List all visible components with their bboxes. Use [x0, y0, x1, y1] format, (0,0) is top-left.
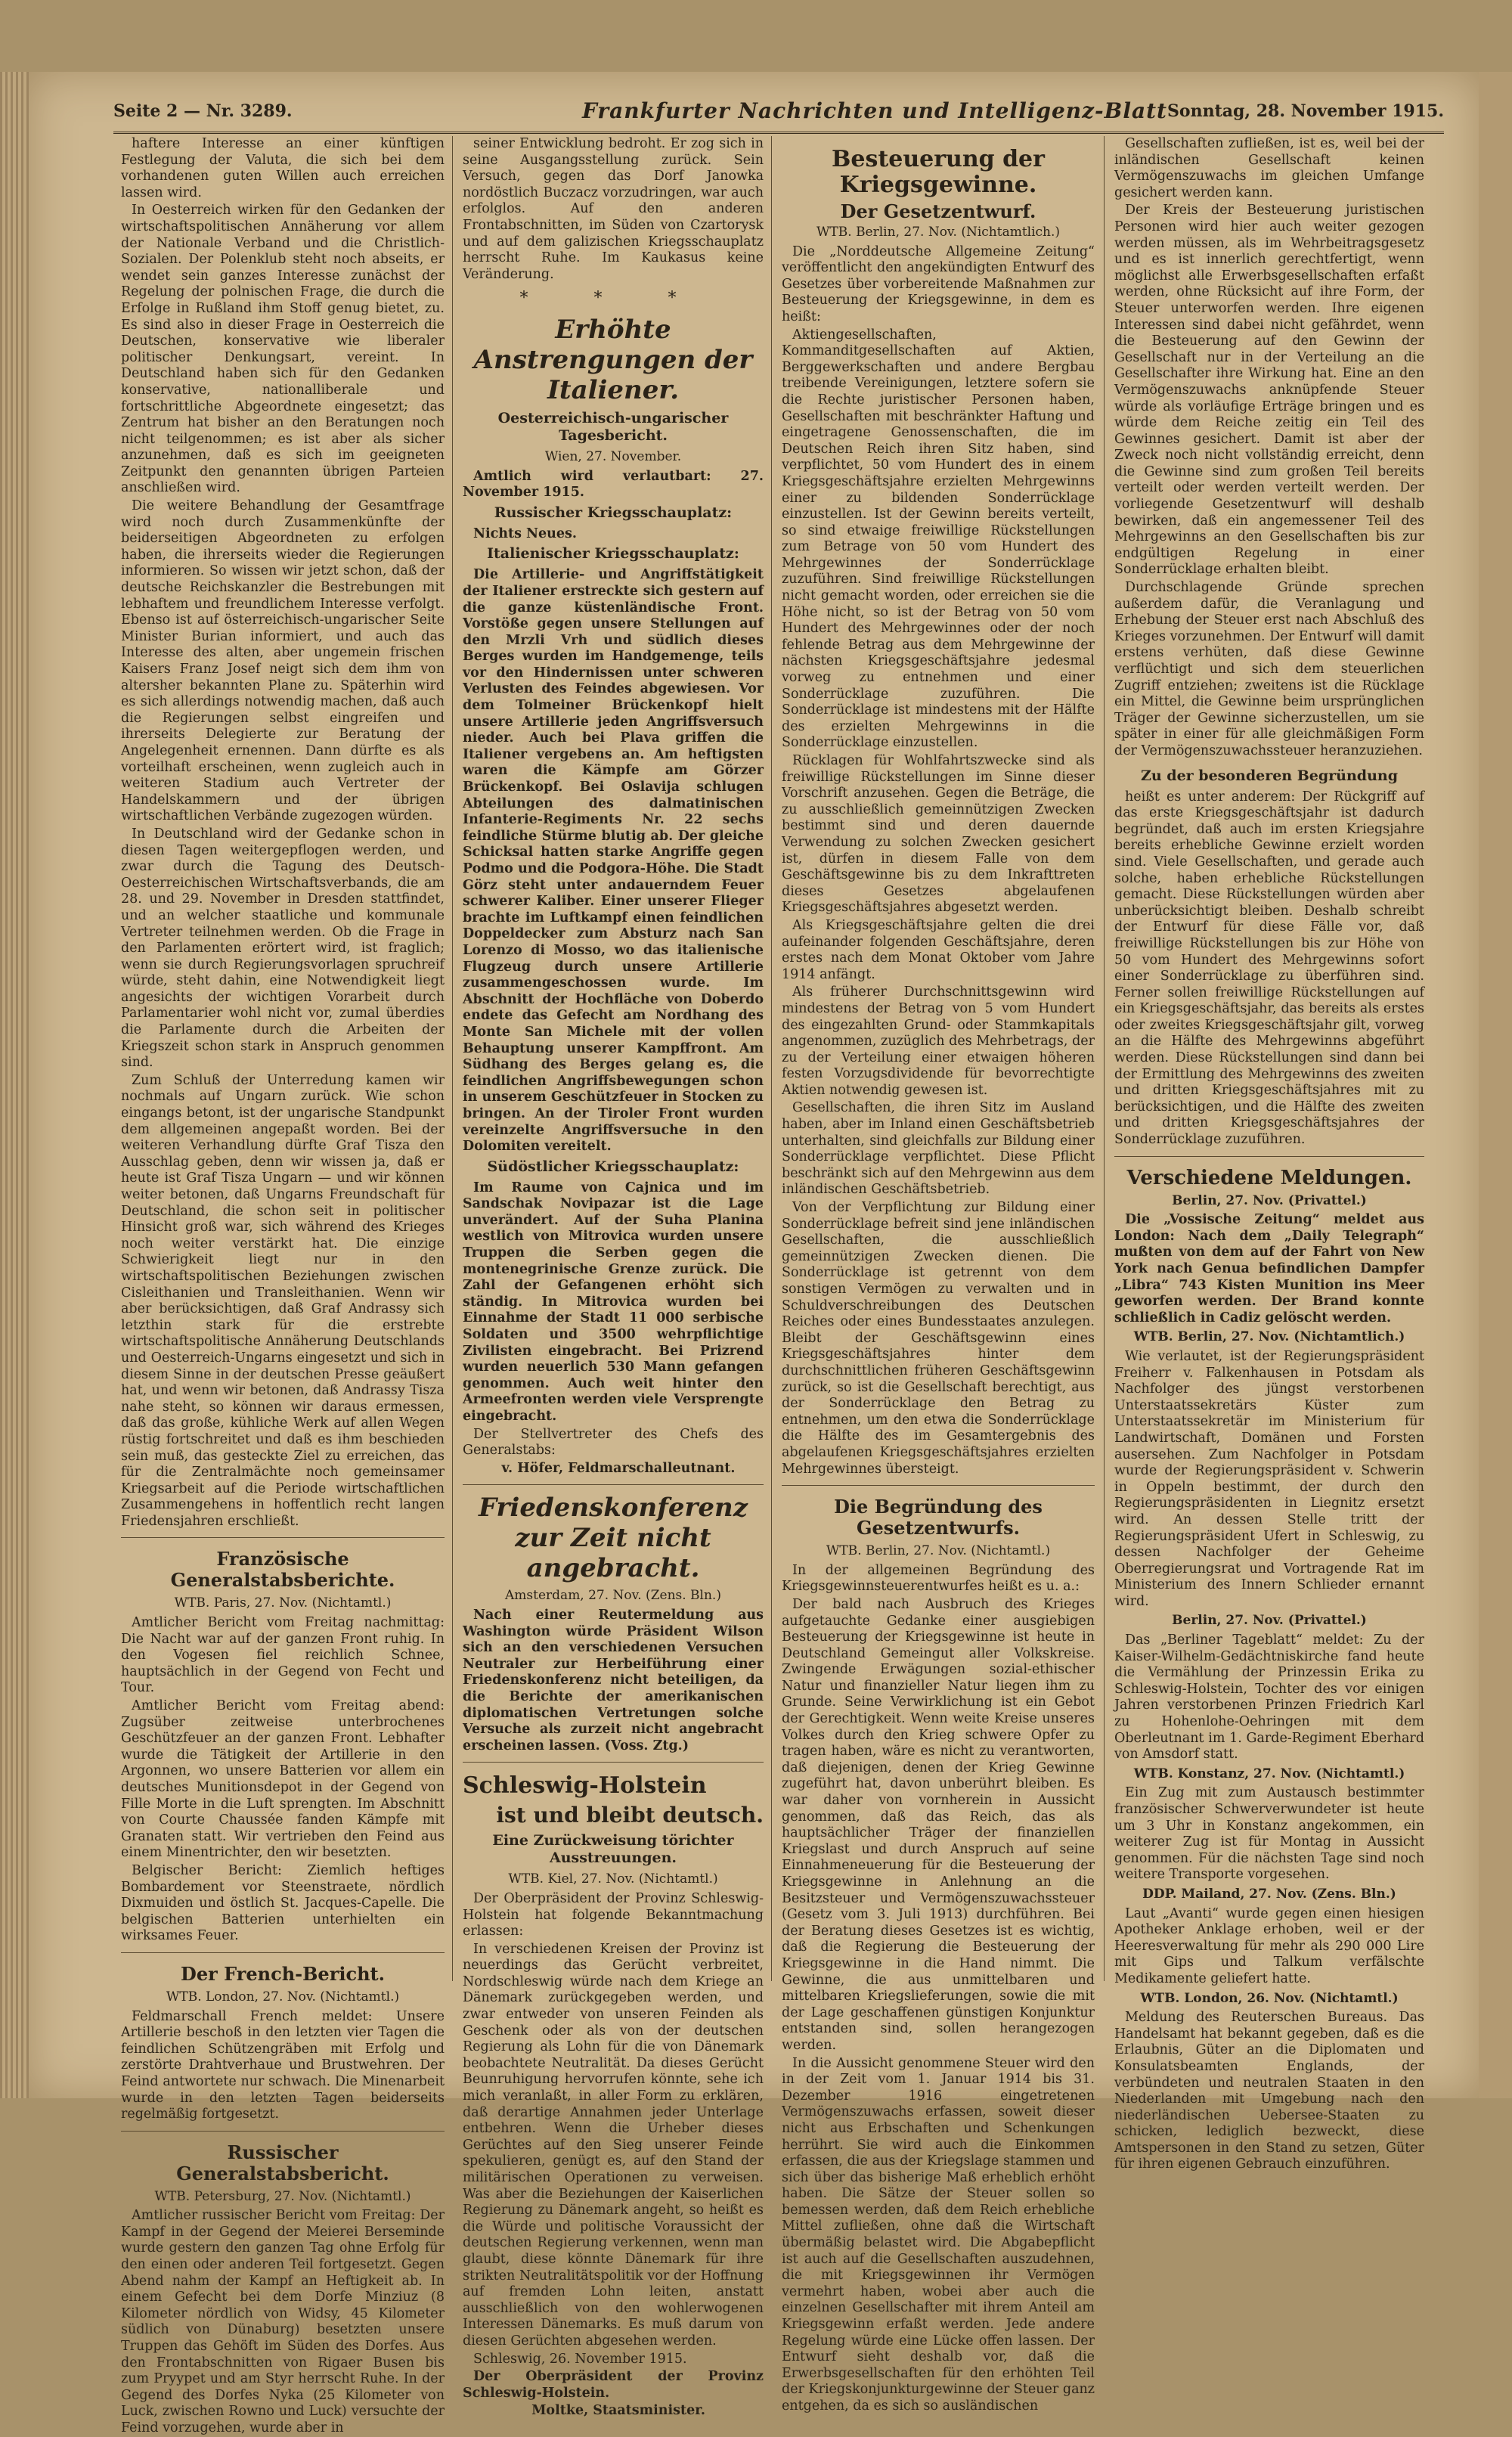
paragraph: Der Kreis der Besteuerung juristischen Personen wird hier auch weiter gezogen werden müssen, als im Wehrbeitragsgesetz und es ist innerlich gerechtfertigt, wenn möglichst alle Erwerbsgesellschaften erfaßt werden, ohne Rücksicht auf ihre Form, der Steuer unterworfen werden. Ihre eigenen Interessen sind dabei nicht gefährdet, wenn die Besteuerung auf den Gewinn der Gesellschaft nur in der Verteilung an die Gesellschafter ihre Wirkung hat. Eine an den Vermögenszuwachs anknüpfende Steuer würde als vorläufige Erträge bringen und es würde dem Reiche zeitig ein Teil des Gewinnes gesichert. Damit ist aber der Zweck noch nicht vollständig erreicht, denn die Gewinne sind zum großen Teil bereits verteilt oder werden verteilt werden. Der vorliegende Gesetzentwurf will deshalb bewirken, daß ein angemessener Teil des Mehrgewinns an den Gesellschaften bis zur endgültigen Regelung in einer Sonderrücklage erhalten bleibt. [1114, 203, 1424, 578]
paragraph: In Deutschland wird der Gedanke schon in diesen Tagen weitergepflogen werden, und zwar durch die Tagung des Deutsch-Oesterreichischen Wirtschaftsverbands, die am 28. und 29. November in Dresden stattfindet, und an welcher staatliche und kommunale Vertreter teilnehmen werden. Ob die Frage in den Parlamenten erörtert wird, ist fraglich; wenn sie durch Regierungsvorlagen spruchreif würde, steht dahin, eine Notwendigkeit liegt angesichts der wichtigen Vorarbeit durch Parlamentarier wohl nicht vor, zumal überdies die Parlamente durch die Arbeiten der Kriegszeit schon stark in Anspruch genommen sind. [121, 826, 445, 1071]
subheadline: Der Gesetzentwurf. [840, 200, 1036, 222]
article-text [121, 136, 445, 1530]
divider [1114, 1156, 1424, 1157]
headline-schleswig: Schleswig-Holstein [463, 1772, 707, 1800]
dateline: WTB. Berlin, 27. Nov. (Nichtamtlich.) [1133, 1329, 1405, 1345]
paragraph: Das „Berliner Tageblatt“ meldet: Zu der Kaiser-Wilhelm-Gedächtniskirche fand heute die Vermählung der Prinzessin Erika zu Schleswig-Holstein, Tochter des vor einigen Jahren verstorbenen Prinzen Friedrich Karl zu Hohenlohe-Oehringen mit dem Oberleutnant im 1. Garde-Regiment Eberhard von Amsdorf statt. [1114, 1632, 1424, 1763]
dateline: WTB. Konstanz, 27. Nov. (Nichtamtl.) [1133, 1766, 1405, 1781]
news-item [1114, 1613, 1424, 1763]
subheadline: Eine Zurückweisung törichter Ausstreuungen. [492, 1832, 734, 1867]
dateline: WTB. London, 27. Nov. (Nichtamtl.) [166, 1989, 400, 2004]
paragraph: Laut „Avanti“ wurde gegen einen hiesigen Apotheker Anklage erhoben, weil er der Heeresverwaltung für mehr als 290 000 Lire mit Gips und Talkum verfälschte Medikamente geliefert hatte. [1114, 1905, 1424, 1986]
paragraph: Durchschlagende Gründe sprechen außerdem dafür, die Veranlagung und Erhebung der Steuer erst nach Abschluß des Krieges vorzunehmen. Der Entwurf will damit erstens verhüten, daß diese Gewinne verflüchtigt und sich dem steuerlichen Zugriff entziehen; zweitens ist die Rücklage ein Mittel, die Gewinne beim ursprünglichen Träger der Gewinne sicherzustellen, um sie später in einer für alle gleichmäßigen Form der Vermögenszuwachssteuer heranzuziehen. [1114, 580, 1424, 758]
column-rule [452, 136, 453, 1981]
headline-peace-conference: Friedenskonferenz zur Zeit nicht angebracht. [478, 1493, 748, 1584]
headline-french-reports: Französische Generalstabsberichte. [170, 1548, 395, 1592]
divider [463, 1484, 764, 1485]
dateline: Wien, 27. November. [544, 448, 682, 464]
paragraph: Gesellschaften, die ihren Sitz im Ausland haben, aber im Inland einen Geschäftsbetrieb unterhalten, sind gleichfalls zur Bildung einer Sonderrücklage verpflichtet. Diese Pflicht beschränkt sich auf den Mehrgewinn aus dem inländischen Geschäftsbetrieb. [782, 1100, 1095, 1198]
column-1 [121, 136, 445, 2435]
section-label: Zu der besonderen Begründung [1140, 767, 1399, 784]
headline-various: Verschiedene Meldungen. [1126, 1166, 1412, 1189]
subheadline: Oesterreichisch-ungarischer Tagesbericht. [497, 409, 729, 444]
headline-schleswig-2: ist und bleibt deutsch. [496, 1803, 764, 1828]
divider [121, 1952, 445, 1953]
divider [463, 1762, 764, 1763]
paragraph: Gesellschaften zufließen, ist es, weil bei der inländischen Gesellschaft keinen Vermögenszuwachs im gleichen Umfange gesichert werden kann. [1114, 136, 1424, 200]
paragraph: Als früherer Durchschnittsgewinn wird mindestens der Betrag von 5 vom Hundert des eingezahlten Grund- oder Stammkapitals angenommen, zuzüglich des Mehrbetrags, der zu der Verteilung einer etwaigen höheren festen Vorzugsdividende für bevorrechtigte Aktien notwendig gewesen ist. [782, 984, 1095, 1098]
dateline: WTB. London, 26. Nov. (Nichtamtl.) [1140, 1990, 1399, 2006]
paragraph: Wie verlautet, ist der Regierungspräsident Freiherr v. Falkenhausen in Potsdam als Nachfolger des jüngst verstorbenen Unterstaatssekretärs Küster zum Unterstaatssekretär im Ministerium für Landwirtschaft, Domänen und Forsten ausersehen. Zum Nachfolger in Potsdam wurde der Regierungspräsident v. Schwerin in Oppeln bestimmt, der durch den Regierungspräsidenten in Liegnitz ersetzt wird. An dessen Stelle tritt der Regierungspräsident Ufert in Schleswig, zu dessen Nachfolger der Geheime Oberregierungsrat und Vortragende Rat im Ministerium des Innern Schlieder ernannt wird. [1114, 1348, 1424, 1609]
dateline: WTB. Petersburg, 27. Nov. (Nichtamtl.) [154, 2188, 411, 2204]
paragraph: Belgischer Bericht: Ziemlich heftiges Bombardement vor Steenstraete, nördlich Dixmuiden und östlich St. Jacques-Capelle. Die belgischen Batterien unterhielten ein wirksames Feuer. [121, 1862, 445, 1944]
paragraph: heißt es unter anderem: Der Rückgriff auf das erste Kriegsgeschäftsjahr ist dadurch begründet, daß auch im ersten Kriegsjahre bereits erhebliche Gewinne erzielt worden sind. Viele Gesellschaften, und gerade auch solche, haben erhebliche Rückstellungen gemacht. Diese Rückstellungen würden aber unberücksichtigt bleiben. Deshalb schreibt der Entwurf für diese Fälle vor, daß freiwillige Rückstellungen bis zur Höhe von 50 vom Hundert des Mehrgewinns sofort einer Sonderrücklage zu überführen sind. Ferner sollen freiwillige Rückstellungen auf ein Kriegsgeschäftsjahr, das bereits als erstes oder zweites Kriegsgeschäftsjahr gilt, vorweg an die Hälfte des Mehrgewinns abgeführt werden. Diese Rückstellungen sind dann bei der Ermittlung des Mehrgewinns des zweiten und dritten Kriegsgeschäftsjahres mit zu berücksichtigen, und die Hälfte des zweiten und dritten Kriegsgeschäftsjahres der Sonderrücklage zuzuführen. [1114, 789, 1424, 1148]
section-label: Russischer Kriegsschauplatz: [494, 504, 733, 521]
paragraph: Meldung des Reuterschen Bureaus. Das Handelsamt hat bekannt gegeben, daß es die Erlaubnis, Güter an die Diplomaten und Konsulatsbeamten Englands, der verbündeten und neutralen Staaten in den Niederlanden mit Umgebung nach den niederländischen Uebersee-Staaten zu schicken, lediglich bezweckt, diese Amtspersonen in den Stand zu setzen, Güter für ihren eigenen Gebrauch einzuführen. [1114, 2010, 1424, 2172]
headline-russian-report: Russischer Generalstabsbericht. [176, 2141, 389, 2184]
paragraph: Der Oberpräsident der Provinz Schleswig-Holstein hat folgende Bekanntmachung erlassen: [463, 1890, 764, 1939]
divider [782, 1485, 1095, 1486]
dateline: Berlin, 27. Nov. (Privattel.) [1172, 1613, 1367, 1629]
headline-war-profits-tax: Besteuerung der Kriegsgewinne. [832, 146, 1045, 198]
signature-role: Der Oberpräsident der Provinz Schleswig-Holstein. [463, 2369, 764, 2401]
paragraph: In die Aussicht genommene Steuer wird den in der Zeit vom 1. Januar 1914 bis 31. Dezember 1916 eingetretenen Vermögenszuwachs erfassen, soweit dieser nicht aus Erbschaften und Schenkungen herrührt. Sie wird auch die Einkommen erfassen, die aus der Kriegslage stammen und sich über das bisherige Maß erheblich erhöht haben. Die Sätze der Steuer sollen so bemessen werden, daß dem Reich erhebliche Mittel zufließen, ohne daß die Wirtschaft übermäßig belastet wird. Die Abgabepflicht ist auch auf die Gesellschaften auszudehnen, die mit Kriegsgewinnen ihr Vermögen vermehrt haben, wobei aber auch die einzelnen Gesellschafter mit ihrem Anteil am Kriegsgewinn erfaßt werden. Jede andere Regelung würde eine Lücke offen lassen. Der Entwurf sieht deshalb vor, daß die Erwerbsgesellschaften für den erhöhten Teil der Kriegskonjunkturgewinne der Steuer ganz entgehen, da es sich so ausländischen [782, 2055, 1095, 2414]
dateline: Amsterdam, 27. Nov. (Zens. Bln.) [505, 1588, 721, 1604]
signature-name: v. Höfer, Feldmarschalleutnant. [501, 1460, 736, 1476]
signature-role: Der Stellvertreter des Chefs des Generalstabs: [463, 1426, 764, 1459]
paragraph: In verschiedenen Kreisen der Provinz ist neuerdings das Gerücht verbreitet, Nordschleswig würde nach dem Kriege an Dänemark zurückgegeben werden, und zwar entweder von unseren Feinden als Geschenk oder als von der deutschen Regierung als Lohn für die von Dänemark beobachtete Neutralität. Da dieses Gerücht Beunruhigung hervorrufen könnte, sehe ich mich veranlaßt, in aller Form zu erklären, daß derartige Annahmen jeder Unterlage entbehren. Wenn die Urheber dieses Gerüchtes auf den Sieg unserer Feinde spekulieren, genügt es, auf den Stand der militärischen Operationen zu verweisen. Was aber die Beziehungen der Kaiserlichen Regierung zu Dänemark angeht, so heißt es die Würde und politische Voraussicht der deutschen Regierung verkennen, wenn man glaubt, diese könnte Dänemark für ihre strikten Neutralitätspolitik vor der Hoffnung auf fremden Lohn leiten, anstatt ausschließlich von den wohlerwogenen Interessen Dänemarks. Es muß darum von diesen Gerüchten abgesehen werden. [463, 1941, 764, 2349]
paragraph: Der bald nach Ausbruch des Krieges aufgetauchte Gedanke einer ausgiebigen Besteuerung der Kriegsgewinne ist heute in Deutschland Gemeingut aller Volkskreise. Zwingende Erwägungen sozial-ethischer Natur und finanzieller Natur liegen ihm zu Grunde. Seine Verwirklichung ist ein Gebot der Gerechtigkeit. Wenn weite Kreise unseres Volkes durch den Krieg schwere Opfer zu tragen haben, wäre es nicht zu verantworten, daß diejenigen, denen der Krieg Gewinne zugeführt hat, davon unberührt bleiben. Es war daher von vornherein in Aussicht genommen, daß das Reich, das als hauptsächlicher Träger der finanziellen Kriegslast und durch Anspruch auf seine Einnahmeneuerung für die Besteuerung der Kriegsgewinne in Anlehnung an die Besitzsteuer und Vermögenszuwachssteuer (Gesetz vom 3. Juli 1913) durchführen. Bei der Beratung dieses Gesetzes ist es wichtig, daß die Regierung die Besteuerung der Kriegsgewinne in die Hand nimmt. Die Gewinne, die aus unmittelbaren und mittelbaren Kriegslieferungen, sowie die mit der Lage geschaffenen günstigen Konjunktur entstanden sind, sollen herangezogen werden. [782, 1596, 1095, 2053]
news-item [1114, 1887, 1424, 1988]
paragraph: seiner Entwicklung bedroht. Er zog sich in seine Ausgangsstellung zurück. Sein Versuch, gegen das Dorf Janowka nordöstlich Buczacz vorzudringen, war auch erfolglos. Auf den anderen Frontabschnitten, im Süden von Czartorysk und auf dem galizischen Kriegsschauplatz herrscht Ruhe. Im Kaukasus keine Veränderung. [463, 136, 764, 282]
news-item [1114, 1766, 1424, 1884]
headline-italians: Erhöhte Anstrengungen der Italiener. [473, 314, 753, 405]
paragraph: Die „Vossische Zeitung“ meldet aus London: Nach dem „Daily Telegraph“ mußten von dem auf der Fahrt von New York nach Genua befindlichen Dampfer „Libra“ 743 Kisten Munition ins Meer geworfen werden. Der Brand konnte schließlich in Cadiz gelöscht werden. [1114, 1212, 1424, 1325]
paragraph: Zum Schluß der Unterredung kamen wir nochmals auf Ungarn zurück. Wie schon eingangs betont, ist der ungarische Standpunkt dem allgemeinen angepaßt worden. Bei der weiteren Verhandlung dürfte Graf Tisza den Ausschlag geben, denn wir wissen ja, daß er heute ist Graf Tisza Ungarn — und wir können weiter betonen, daß Ungarns Freundschaft für Deutschland, die schon seit in politischer Hinsicht groß war, sich während des Krieges noch weiter verstärkt hat. Die einzige Schwierigkeit liegt nur in den wirtschaftspolitischen Beziehungen zwischen Cisleithanien und Transleithanien. Wenn wir aber berücksichtigen, daß Graf Andrassy sich letzthin stark für die erstrebte wirtschaftspolitische Annäherung Deutschlands und Oesterreich-Ungarns eingesetzt und sich in diesem Sinne in der deutschen Presse geäußert hat, und wenn wir betonen, daß Andrassy Tisza nahe steht, so können wir daraus ermessen, daß das große, kühliche Werk auf allen Wegen rüstig fortschreitet und daß es ihm beschieden sein muß, das gesteckte Ziel zu erreichen, das für die Zentralmächte noch gemeinsamer Kriegsarbeit auf die Periode wirtschaftlichen Zusammengehens in hoffentlich recht langen Friedensjahren erschließt. [121, 1072, 445, 1529]
paragraph: In der allgemeinen Begründung des Kriegsgewinnsteuerentwurfes heißt es u. a.: [782, 1562, 1095, 1595]
paragraph: Als Kriegsgeschäftsjahre gelten die drei aufeinander folgenden Geschäftsjahre, deren erstes nach dem Monat Oktober vom Jahre 1914 anfängt. [782, 917, 1095, 982]
paragraph: Schleswig, 26. November 1915. [473, 2351, 687, 2367]
paragraph: Die weitere Behandlung der Gesamtfrage wird noch durch Zusammenkünfte der beiderseitigen Abgeordneten zu erfolgen haben, die ihrerseits wieder die Regierungen informieren. So wissen wir jetzt schon, daß der deutsche Reichskanzler die Bestrebungen mit lebhaftem und freundlichem Interesse verfolgt. Ebenso ist auf österreichisch-ungarischer Seite Minister Burian informiert, und auch das Interesse des alten, aber ungemein frischen Kaisers Franz Josef neigt sich dem ihm von altersher bekannten Plane zu. Späterhin wird es sich allerdings notwendig machen, daß auch die Regierungen selbst eingreifen und ihrerseits Delegierte zur Beratung der Angelegenheit ernennen. Dann dürfte es als vorteilhaft erscheinen, wenn zugleich auch in weiteren Stadium auch Vertreter der Handelskammern und der übrigen wirtschaftlichen Verbände zugezogen würden. [121, 498, 445, 824]
paragraph: In Oesterreich wirken für den Gedanken der wirtschaftspolitischen Annäherung vor allem der Nationale Verband und die Christlich-Sozialen. Der Polenklub steht noch abseits, er wendet sein ganzes Interesse zunächst der Regelung der polnischen Frage, die durch die Erfolge in Rußland ihm Stoff genug bietet, zu. Es sind also in dieser Frage in Oesterreich die Deutschen, konservative wie liberaler politischer Denkungsart, vereint. In Deutschland haben sich für den Gedanken konservative, nationalliberale und fortschrittliche Abgeordnete eingesetzt; das Zentrum hat bisher an den Beratungen noch nicht teilgenommen; es ist aber als sicher anzunehmen, daß es sich im geeigneten Zeitpunkt den genannten übrigen Parteien anschließen wird. [121, 203, 445, 496]
headline-french-bericht: Der French-Bericht. [181, 1962, 385, 1985]
issue-date: Sonntag, 28. November 1915. [1167, 101, 1444, 121]
paragraph: Nach einer Reutermeldung aus Washington würde Präsident Wilson sich an den verschiedenen Versuchen Neutraler zur Herbeiführung einer Friedenskonferenz nicht beteiligen, da die Berichte der amerikanischen diplomatischen Vertretungen solche Versuche als zurzeit nicht angebracht erscheinen lassen. (Voss. Ztg.) [463, 1607, 764, 1753]
paragraph: Amtlich wird verlautbart: 27. November 1915. [463, 468, 764, 501]
column-3 [782, 136, 1095, 2414]
news-item [1114, 1991, 1424, 2174]
newspaper-title: Frankfurter Nachrichten und Intelligenz-Blatt [582, 98, 1167, 123]
paragraph: Ein Zug mit zum Austausch bestimmter französischer Schwerverwundeter ist heute um 3 Uhr in Konstanz angekommen, ein weiterer Zug ist für Montag in Aussicht genommen. Für die nächsten Tage sind noch weitere Transporte vorgesehen. [1114, 1785, 1424, 1883]
divider [121, 1537, 445, 1538]
news-item [1114, 1193, 1424, 1327]
dateline: WTB. Berlin, 27. Nov. (Nichtamtl.) [826, 1543, 1051, 1559]
section-label: Italienischer Kriegsschauplatz: [487, 545, 739, 563]
paragraph: Amtlicher russischer Bericht vom Freitag: Der Kampf in der Gegend der Meierei Berseminde wurde gestern den ganzen Tag ohne Erfolg für den einen oder anderen Teil fortgesetzt. Gegen Abend nahm der Kampf an Heftigkeit ab. In einem Gefecht bei dem Dorfe Minziuz (8 Kilometer nördlich von Widsy, 45 Kilometer südlich von Dünaburg) besetzten unsere Truppen das Gehöft im Süden des Dorfes. Aus den Frontabschnitten von Rigaer Busen bis zum Pryypet und am Styr herrscht Ruhe. In der Gegend des Dorfes Nyka (25 Kilometer von Luck, zwischen Rowno und Luck) versuchte der Feind vorzugehen, wurde aber in [121, 2208, 445, 2435]
dateline: WTB. Berlin, 27. Nov. (Nichtamtlich.) [816, 225, 1061, 240]
right-page-edge [1479, 72, 1512, 2098]
paragraph: Von der Verpflichtung zur Bildung einer Sonderrücklage befreit sind jene inländischen Gesellschaften, die ausschließlich gemeinnützigen Zwecken dienen. Die Sonderrücklage ist getrennt von dem sonstigen Vermögen zu verwalten und in Schuldverschreibungen des Deutschen Reiches oder eines Bundesstaates anzulegen. Bleibt der Geschäftsgewinn eines Kriegsgeschäftsjahres hinter dem durchschnittlichen früheren Geschäftsgewinn zurück, so ist die Gesellschaft berechtigt, aus der Sonderrücklage den Betrag zu entnehmen, um den etwa die Sonderrücklage die Hälfte des im Gesamtergebnis des abgelaufenen Kriegsgeschäftsjahres erzielten Mehrgewinnes übersteigt. [782, 1200, 1095, 1477]
paragraph: haftere Interesse an einer künftigen Festlegung der Valuta, die sich bei dem vorhandenen guten Willen auch erreichen lassen wird. [121, 136, 445, 200]
section-stars: * * * [519, 289, 707, 309]
paragraph: Feldmarschall French meldet: Unsere Artillerie beschoß in den letzten vier Tagen die feindlichen Schützengräben mit Erfolg und zerstörte Drahtverhaue und Brustwehren. Der Feind antwortete nur schwach. Die Minenarbeit wurde in den letzten Tagen beiderseits regelmäßig fortgesetzt. [121, 2008, 445, 2122]
masthead [113, 98, 1444, 134]
page-number: Seite 2 — Nr. 3289. [113, 101, 293, 121]
dateline: WTB. Paris, 27. Nov. (Nichtamtl.) [174, 1595, 392, 1611]
dateline: Berlin, 27. Nov. (Privattel.) [1172, 1192, 1367, 1208]
dateline: WTB. Kiel, 27. Nov. (Nichtamtl.) [508, 1871, 718, 1887]
divider [121, 2131, 445, 2132]
signature-name: Moltke, Staatsminister. [531, 2403, 705, 2419]
news-item [1114, 1329, 1424, 1610]
paragraph: Rücklagen für Wohlfahrtszwecke sind als freiwillige Rückstellungen im Sinne dieser Vorschrift anzusehen. Gegen die Beträge, die zu ausschließlich gemeinnützigen Zwecken bestimmt sind und deren dauernde Verwendung zu solchen Zwecken gesichert ist, dürfen in diesem Falle von dem Geschäftsgewinne bis zu dem Inkrafttreten dieses Gesetzes abgelaufenen Kriegsgeschäftsjahres abgesetzt werden. [782, 753, 1095, 916]
paragraph: Amtlicher Bericht vom Freitag abend: Zugsüber zeitweise unterbrochenes Geschützfeuer an der ganzen Front. Lebhafter wurde die Tätigkeit der Artillerie in den Argonnen, wo unsere Batterien vor allem ein deutsches Munitionsdepot in der Gegend von Fille Morte in die Luft sprengten. Im Abschnitt von Courte Chaussée fanden Kämpfe mit Granaten statt. Wir vertrieben den Feind aus einem Minentrichter, den wir besetzten. [121, 1698, 445, 1861]
paragraph: Amtlicher Bericht vom Freitag nachmittag: Die Nacht war auf der ganzen Front ruhig. In den Vogesen fiel reichlich Schnee, hauptsächlich in der Gegend von Fecht und Tour. [121, 1615, 445, 1696]
paragraph: Die Artillerie- und Angriffstätigkeit der Italiener erstreckte sich gestern auf die ganze küstenländische Front. Vorstöße gegen unsere Stellungen auf den Mrzli Vrh und südlich dieses Berges wurden im Handgemenge, teils vor den Hindernissen unter schweren Verlusten des Feindes abgewiesen. Vor dem Tolmeiner Brückenkopf hielt unsere Artillerie jeden Angriffsversuch nieder. Auch bei Plava griffen die Italiener vergebens an. Am heftigsten waren die Kämpfe am Görzer Brückenkopf. Bei Oslavija schlugen Abteilungen des dalmatinischen Infanterie-Regiments Nr. 22 sechs feindliche Stürme blutig ab. Der gleiche Schicksal hatten starke Angriffe gegen Podmo und die Podgora-Höhe. Die Stadt Görz steht unter andauerndem Feuer schwerer Kaliber. Einer unserer Flieger brachte im Luftkampf einen feindlichen Doppeldecker zum Absturz nach San Lorenzo di Mosso, wo das italienische Flugzeug durch unsere Artillerie zusammengeschossen wurde. Im Abschnitt der Hochfläche von Doberdo endete das Gefecht am Nordhang des Monte San Michele mit der vollen Behauptung unserer Kampffront. Am Südhang des Berges gelang es, die feindlichen Angriffsbewegungen schon in unserem Geschützfeuer in Stocken zu bringen. An der Tiroler Front wurden vereinzelte Angriffsversuche in den Dolomiten vereitelt. [463, 567, 764, 1155]
paragraph: Die „Norddeutsche Allgemeine Zeitung“ veröffentlicht den angekündigten Entwurf des Gesetzes über vorbereitende Maßnahmen zur Besteuerung der Kriegsgewinne, in dem es heißt: [782, 243, 1095, 324]
dateline: DDP. Mailand, 27. Nov. (Zens. Bln.) [1142, 1886, 1396, 1902]
column-2 [463, 136, 764, 2419]
paragraph: Im Raume von Cajnica und im Sandschak Novipazar ist die Lage unverändert. Auf der Suha Planina westlich von Mitrovica wurden unsere Truppen die Serben gegen die montenegrinische Grenze zurück. Die Zahl der Gefangenen erhöht sich ständig. In Mitrovica wurden bei Einnahme der Stadt 11 000 serbische Soldaten und 3500 wehrpflichtige Zivilisten eingebracht. Bei Prizrend wurden neuerlich 530 Mann gefangen genommen. Auch weit hinter den Armeefronten werden viele Versprengte eingebracht. [463, 1180, 764, 1424]
column-rule [1104, 136, 1105, 1981]
headline-justification: Die Begründung des Gesetzentwurfs. [834, 1496, 1043, 1539]
column-rule [771, 136, 772, 1981]
column-4 [1114, 136, 1424, 2172]
paragraph: Nichts Neues. [473, 526, 577, 541]
paragraph: Aktiengesellschaften, Kommanditgesellschaften auf Aktien, Berggewerkschaften und andere Bergbau treibende Vereinigungen, letztere sofern sie die Rechte juristischer Personen haben, Gesellschaften mit beschränkter Haftung und eingetragene Genossenschaften, die im Deutschen Reich ihren Sitz haben, sind verpflichtet, 50 vom Hundert des in einem Kriegsgeschäftsjahre erzielten Mehrgewinns einer zu bildenden Sonderrücklage einzustellen. Ist der Gewinn bereits verteilt, so sind etwaige freiwillige Rückstellungen zum Betrage von 50 vom Hundert des Mehrgewinnes der Sonderrücklage zuzuführen. Sind freiwillige Rückstellungen nicht gemacht worden, oder erreichen sie die Höhe nicht, so ist der Betrag von 50 vom Hundert des Mehrgewinnes oder der noch fehlende Betrag aus dem Mehrgewinne der nächsten Kriegsgeschäftsjahre jedesmal vorweg zu entnehmen und einer Sonderrücklage zuzuführen. Die Sonderrücklage ist mindestens mit der Hälfte des erzielten Mehrgewinns in die Sonderrücklage einzustellen. [782, 327, 1095, 751]
section-label: Südöstlicher Kriegsschauplatz: [487, 1158, 739, 1175]
